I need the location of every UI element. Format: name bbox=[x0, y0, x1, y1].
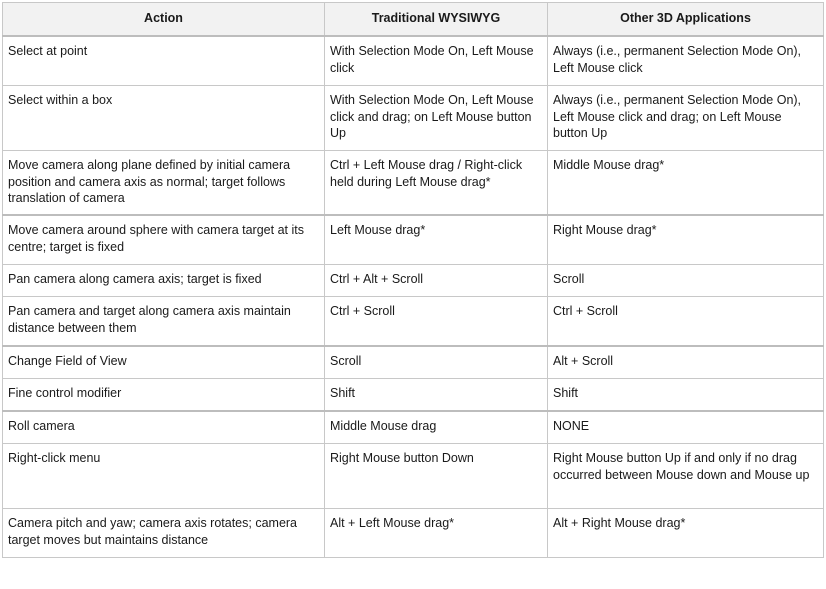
other-cell: Ctrl + Scroll bbox=[548, 297, 824, 347]
table-row bbox=[3, 444, 824, 509]
action-cell: Roll camera bbox=[3, 411, 325, 444]
header-other-3d-applications: Other 3D Applications bbox=[548, 3, 824, 37]
action-cell: Select within a box bbox=[3, 86, 325, 151]
controls-comparison-table bbox=[2, 2, 824, 558]
action-cell: Move camera around sphere with camera target at its centre; target is fixed bbox=[3, 215, 325, 265]
action-cell: Fine control modifier bbox=[3, 379, 325, 412]
table-row bbox=[3, 151, 824, 216]
table-row bbox=[3, 509, 824, 558]
action-cell: Right-click menu bbox=[3, 444, 325, 509]
traditional-cell: Left Mouse drag* bbox=[325, 215, 548, 265]
action-cell: Pan camera and target along camera axis maintain distance between them bbox=[3, 297, 325, 347]
other-cell: Alt + Scroll bbox=[548, 346, 824, 379]
other-cell: Right Mouse drag* bbox=[548, 215, 824, 265]
table-row bbox=[3, 36, 824, 86]
traditional-cell: Ctrl + Left Mouse drag / Right-click held during Left Mouse drag* bbox=[325, 151, 548, 216]
traditional-cell: Ctrl + Scroll bbox=[325, 297, 548, 347]
table-row bbox=[3, 215, 824, 265]
other-cell: Shift bbox=[548, 379, 824, 412]
table-row bbox=[3, 86, 824, 151]
header-row bbox=[3, 3, 824, 37]
traditional-cell: Right Mouse button Down bbox=[325, 444, 548, 509]
other-cell: Middle Mouse drag* bbox=[548, 151, 824, 216]
table-row bbox=[3, 265, 824, 297]
other-cell: Alt + Right Mouse drag* bbox=[548, 509, 824, 558]
traditional-cell: With Selection Mode On, Left Mouse click and drag; on Left Mouse button Up bbox=[325, 86, 548, 151]
header-action: Action bbox=[3, 3, 325, 37]
traditional-cell: Ctrl + Alt + Scroll bbox=[325, 265, 548, 297]
other-cell: NONE bbox=[548, 411, 824, 444]
table-row bbox=[3, 346, 824, 379]
other-cell: Always (i.e., permanent Selection Mode On), Left Mouse click bbox=[548, 36, 824, 86]
traditional-cell: Middle Mouse drag bbox=[325, 411, 548, 444]
header-traditional-wysiwyg: Traditional WYSIWYG bbox=[325, 3, 548, 37]
traditional-cell: Shift bbox=[325, 379, 548, 412]
action-cell: Pan camera along camera axis; target is fixed bbox=[3, 265, 325, 297]
other-cell: Right Mouse button Up if and only if no drag occurred between Mouse down and Mouse up bbox=[548, 444, 824, 509]
table-row bbox=[3, 379, 824, 412]
table-row bbox=[3, 297, 824, 347]
table-row bbox=[3, 411, 824, 444]
action-cell: Select at point bbox=[3, 36, 325, 86]
other-cell: Always (i.e., permanent Selection Mode On), Left Mouse click and drag; on Left Mouse button Up bbox=[548, 86, 824, 151]
traditional-cell: Alt + Left Mouse drag* bbox=[325, 509, 548, 558]
action-cell: Move camera along plane defined by initial camera position and camera axis as normal; target follows translation of camera bbox=[3, 151, 325, 216]
traditional-cell: With Selection Mode On, Left Mouse click bbox=[325, 36, 548, 86]
other-cell: Scroll bbox=[548, 265, 824, 297]
action-cell: Camera pitch and yaw; camera axis rotates; camera target moves but maintains distance bbox=[3, 509, 325, 558]
traditional-cell: Scroll bbox=[325, 346, 548, 379]
action-cell: Change Field of View bbox=[3, 346, 325, 379]
